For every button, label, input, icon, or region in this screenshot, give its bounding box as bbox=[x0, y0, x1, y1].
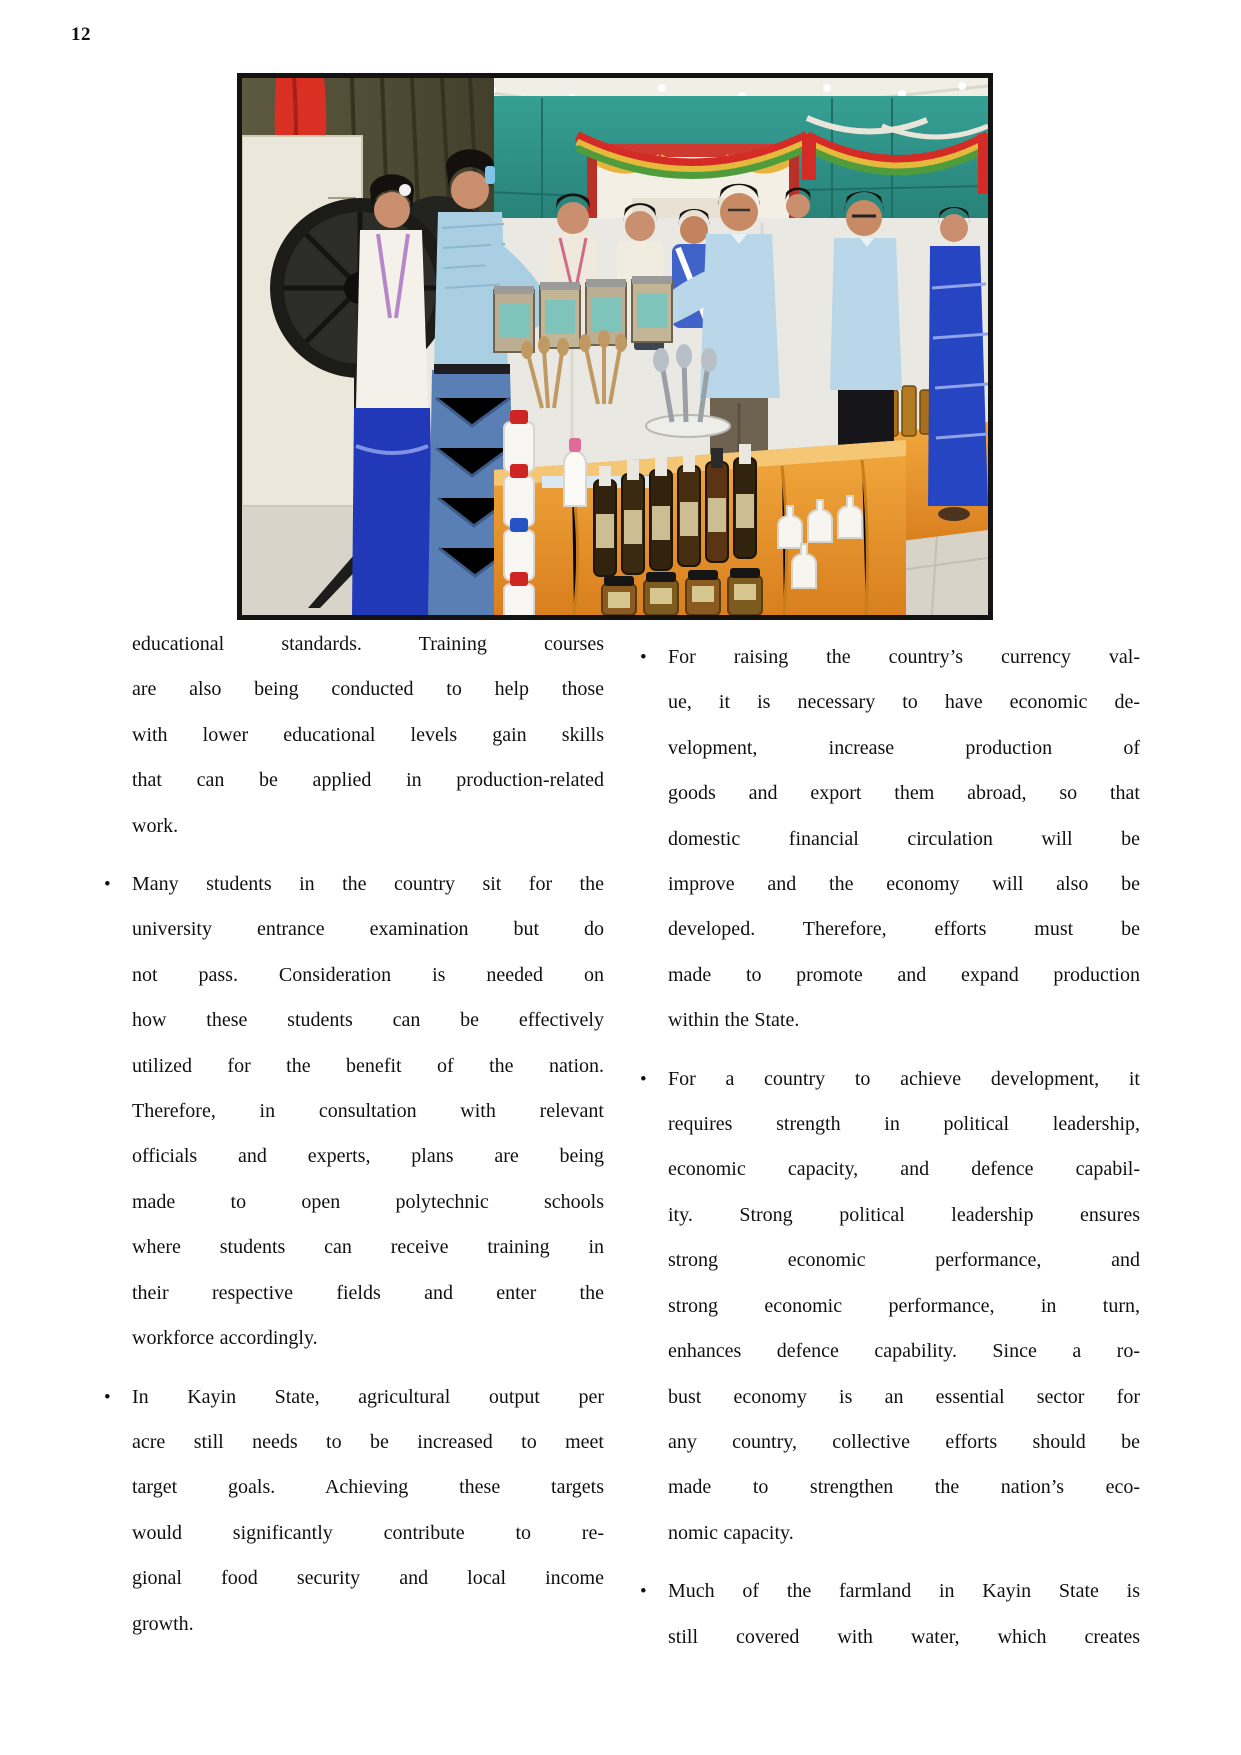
text-line: target goals. Achieving these targets bbox=[132, 1476, 604, 1499]
text-line: nomic capacity. bbox=[668, 1521, 794, 1544]
text-line: bust economy is an essential sector for bbox=[668, 1385, 1140, 1408]
text-line: gional food security and local income bbox=[132, 1567, 604, 1590]
text-line: work. bbox=[132, 814, 179, 837]
text-line: utilized for the benefit of the nation. bbox=[132, 1054, 604, 1077]
text-line: are also being conducted to help those bbox=[132, 678, 604, 701]
text-line: would significantly contribute to re- bbox=[132, 1521, 604, 1544]
text-line: Therefore, in consultation with relevant bbox=[132, 1100, 604, 1123]
text-line: not pass. Consideration is needed on bbox=[132, 963, 604, 986]
text-line: In Kayin State, agricultural output per bbox=[132, 1385, 604, 1408]
text-line: improve and the economy will also be bbox=[668, 873, 1140, 896]
bullet-marker: • bbox=[104, 1386, 111, 1408]
right-column bbox=[634, 622, 1140, 1660]
text-line: made to open polytechnic schools bbox=[132, 1190, 604, 1213]
text-line: workforce accordingly. bbox=[132, 1327, 318, 1350]
text-line: economic capacity, and defence capabil- bbox=[668, 1158, 1140, 1181]
paragraph bbox=[98, 1375, 604, 1647]
text-line: Many students in the country sit for the bbox=[132, 873, 604, 896]
text-line: that can be applied in production-related bbox=[132, 769, 604, 792]
page-number: 12 bbox=[71, 24, 91, 45]
text-line: their respective fields and enter the bbox=[132, 1281, 604, 1304]
bullet-marker: • bbox=[640, 647, 647, 668]
bullet-marker: • bbox=[104, 874, 111, 896]
text-line: acre still needs to be increased to meet bbox=[132, 1430, 604, 1453]
text-line: with lower educational levels gain skills bbox=[132, 723, 604, 746]
text-line: strong economic performance, in turn, bbox=[668, 1294, 1140, 1317]
text-line: any country, collective efforts should be bbox=[668, 1430, 1140, 1453]
text-line: requires strength in political leadership, bbox=[668, 1113, 1140, 1136]
text-line: where students can receive training in bbox=[132, 1236, 604, 1259]
text-line: velopment, increase production of bbox=[668, 736, 1140, 759]
left-column bbox=[98, 622, 604, 1647]
text-line: For raising the country’s currency val- bbox=[668, 646, 1140, 668]
text-line: still covered with water, which creates bbox=[668, 1625, 1140, 1648]
text-line: ue, it is necessary to have economic de- bbox=[668, 691, 1140, 714]
text-line: made to promote and expand production bbox=[668, 963, 1140, 986]
paragraph bbox=[634, 1057, 1140, 1556]
text-line: domestic financial circulation will be bbox=[668, 827, 1140, 850]
text-line: made to strengthen the nation’s eco- bbox=[668, 1476, 1140, 1499]
text-line: For a country to achieve development, it bbox=[668, 1067, 1140, 1090]
text-line: developed. Therefore, efforts must be bbox=[668, 918, 1140, 941]
event-photo-illustration bbox=[242, 78, 988, 615]
event-photo bbox=[237, 73, 993, 620]
bullet-marker: • bbox=[640, 1068, 647, 1090]
text-line: educational standards. Training courses bbox=[132, 633, 604, 655]
text-line: university entrance examination but do bbox=[132, 918, 604, 941]
bullet-marker: • bbox=[640, 1581, 647, 1603]
paragraph bbox=[634, 635, 1140, 1044]
text-line: growth. bbox=[132, 1612, 194, 1635]
text-line: officials and experts, plans are being bbox=[132, 1145, 604, 1168]
paragraph bbox=[98, 862, 604, 1361]
paragraph bbox=[98, 622, 604, 849]
text-line: strong economic performance, and bbox=[668, 1249, 1140, 1272]
text-line: how these students can be effectively bbox=[132, 1009, 604, 1032]
text-line: Much of the farmland in Kayin State is bbox=[668, 1580, 1140, 1603]
text-line: enhances defence capability. Since a ro- bbox=[668, 1340, 1140, 1363]
text-line: within the State. bbox=[668, 1009, 800, 1032]
text-line: goods and export them abroad, so that bbox=[668, 782, 1140, 805]
paragraph bbox=[634, 1569, 1140, 1660]
text-line: ity. Strong political leadership ensures bbox=[668, 1203, 1140, 1226]
